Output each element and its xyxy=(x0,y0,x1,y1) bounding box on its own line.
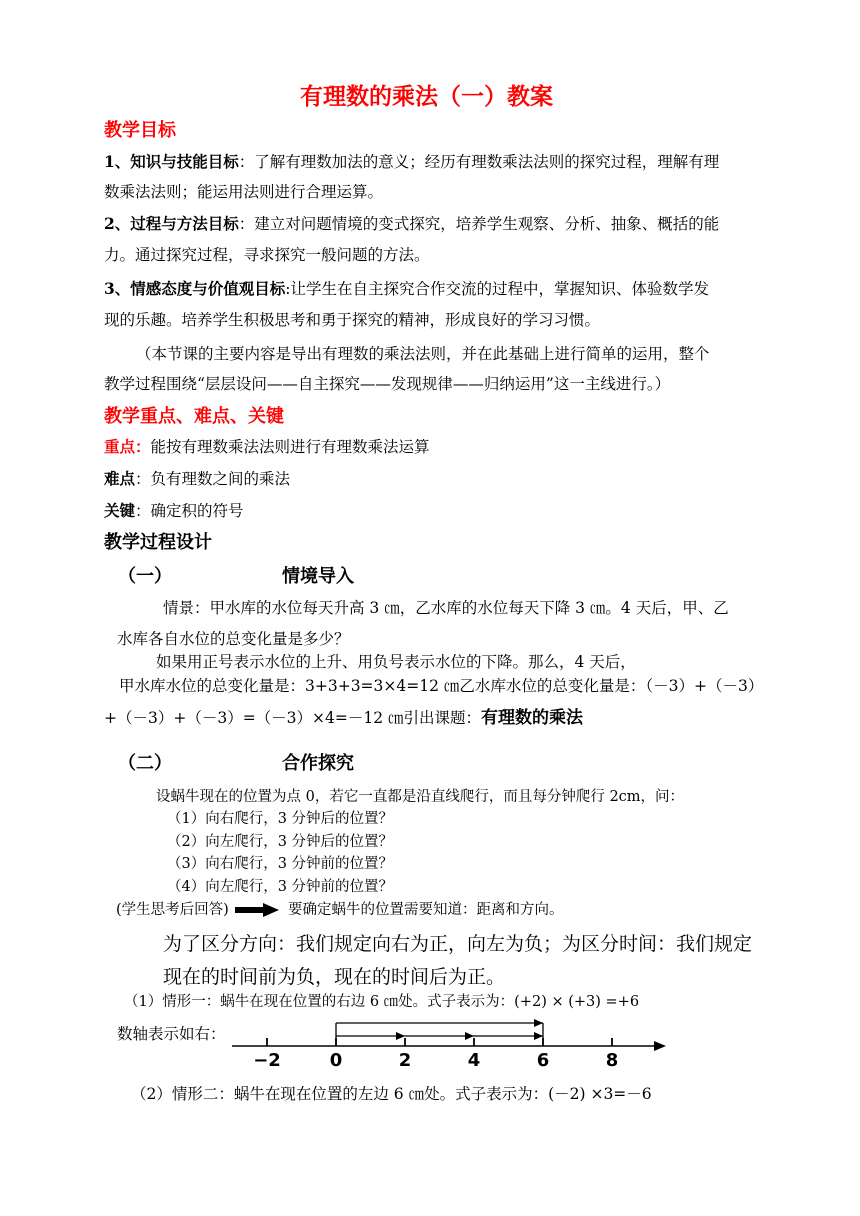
goal-3-label: 3、情感态度与价值观目标 xyxy=(104,279,286,298)
number-line xyxy=(230,1012,670,1072)
goal-3-line-2: 现的乐趣。培养学生积极思考和勇于探究的精神，形成良好的学习习惯。 xyxy=(104,311,601,329)
tick-label: −2 xyxy=(253,1050,281,1071)
part-1-line-2: 水库各自水位的总变化量是多少？ xyxy=(117,630,350,648)
focus-text: 能按有理数乘法法则进行有理数乘法运算 xyxy=(150,438,430,456)
case-2: （2）情形二：蜗牛在现在位置的左边 6 ㎝处。式子表示为：(－2) ×3=－6 xyxy=(131,1085,652,1103)
axis-label: 数轴表示如右： xyxy=(117,1025,226,1043)
focus-label: 重点： xyxy=(104,437,151,456)
goal-1-text: ：了解有理数加法的意义；经历有理数乘法法则的探究过程，理解有理 xyxy=(238,153,720,171)
arrow-right-icon xyxy=(235,903,279,917)
question-4: （4）向左爬行，3 分钟前的位置？ xyxy=(167,879,394,895)
rule-line-1: 为了区分方向：我们规定向右为正，向左为负；为区分时间：我们规定 xyxy=(163,933,753,955)
goal-2-line-1 xyxy=(104,214,719,234)
part-2-intro: 设蜗牛现在的位置为点 0，若它一直都是沿直线爬行，而且每分钟爬行 2cm，问： xyxy=(156,789,685,805)
total-arrowhead-icon xyxy=(534,1019,543,1027)
tick-label: 6 xyxy=(536,1050,550,1071)
rule-line-2: 现在的时间前为负，现在的时间后为正。 xyxy=(163,966,506,988)
question-1: （1）向右爬行，3 分钟后的位置？ xyxy=(167,811,394,827)
part-1-line-1: 情景：甲水库的水位每天升高 3 ㎝，乙水库的水位每天下降 3 ㎝。4 天后，甲、乙 xyxy=(163,599,729,617)
part-1-line-5 xyxy=(104,708,583,728)
step-arrowhead-icon xyxy=(534,1032,543,1040)
key-line xyxy=(104,501,244,521)
keys-heading: 教学重点、难点、关键 xyxy=(104,406,284,427)
answer-left: (学生思考后回答) xyxy=(116,902,229,918)
question-3: （3）向右爬行，3 分钟前的位置？ xyxy=(167,856,394,872)
part-1-number: （一） xyxy=(118,566,172,587)
goal-3-line-1 xyxy=(104,279,709,299)
goal-2-label: 2、过程与方法目标 xyxy=(104,214,239,233)
note-line-2: 教学过程围绕“层层设问——自主探究——发现规律——归纳运用”这一主线进行。） xyxy=(104,375,671,393)
goal-1-line-2: 数乘法法则；能运用法则进行合理运算。 xyxy=(104,183,384,201)
key-label: 关键 xyxy=(104,501,136,520)
difficulty-text: ：负有理数之间的乘法 xyxy=(135,470,291,488)
tick-label: 4 xyxy=(467,1050,481,1071)
question-2: （2）向左爬行，3 分钟后的位置？ xyxy=(167,834,394,850)
step-arrowhead-icon xyxy=(396,1032,405,1040)
answer-line xyxy=(116,900,564,920)
lesson-topic: 有理数的乘法 xyxy=(481,708,584,728)
part-1-line-4: 甲水库水位的总变化量是：3+3+3=3×4=12 ㎝乙水库水位的总变化量是：（－3）+（－3） xyxy=(119,677,764,695)
note-line-1: （本节课的主要内容是导出有理数的乘法法则，并在此基础上进行简单的运用，整个 xyxy=(136,345,710,363)
tick-label: 8 xyxy=(605,1050,619,1071)
goal-2-text: ：建立对问题情境的变式探究，培养学生观察、分析、抽象、概括的能 xyxy=(238,215,720,233)
tick-label: 0 xyxy=(329,1050,343,1071)
key-text: ：确定积的符号 xyxy=(135,502,244,520)
part-1-line-5-text: +（－3）+（－3）=（－3）×4=－12 ㎝引出课题： xyxy=(104,709,482,727)
difficulty-line xyxy=(104,469,290,489)
part-2-number: （二） xyxy=(118,753,172,774)
goal-3-text: :让学生在自主探究合作交流的过程中，掌握知识、体验数学发 xyxy=(285,280,710,298)
focus-line xyxy=(104,437,430,457)
difficulty-label: 难点 xyxy=(104,469,136,488)
page-title: 有理数的乘法（一）教案 xyxy=(300,83,553,110)
goal-1-line-1 xyxy=(104,152,719,172)
step-arrowhead-icon xyxy=(465,1032,474,1040)
case-1: （1）情形一：蜗牛在现在位置的右边 6 ㎝处。式子表示为：(+2) × (+3) =+6 xyxy=(124,994,640,1010)
part-2-title: 合作探究 xyxy=(282,753,354,774)
goal-2-line-2: 力。通过探究过程，寻求探究一般问题的方法。 xyxy=(104,246,430,264)
goal-1-label: 1、知识与技能目标 xyxy=(104,152,239,171)
part-1-line-3: 如果用正号表示水位的上升、用负号表示水位的下降。那么，4 天后， xyxy=(156,653,636,671)
goals-heading: 教学目标 xyxy=(104,120,176,141)
axis-arrow-icon xyxy=(654,1041,666,1051)
process-heading: 教学过程设计 xyxy=(104,532,212,553)
part-1-title: 情境导入 xyxy=(282,566,354,587)
tick-label: 2 xyxy=(398,1050,412,1071)
answer-right: 要确定蜗牛的位置需要知道：距离和方向。 xyxy=(288,902,564,918)
